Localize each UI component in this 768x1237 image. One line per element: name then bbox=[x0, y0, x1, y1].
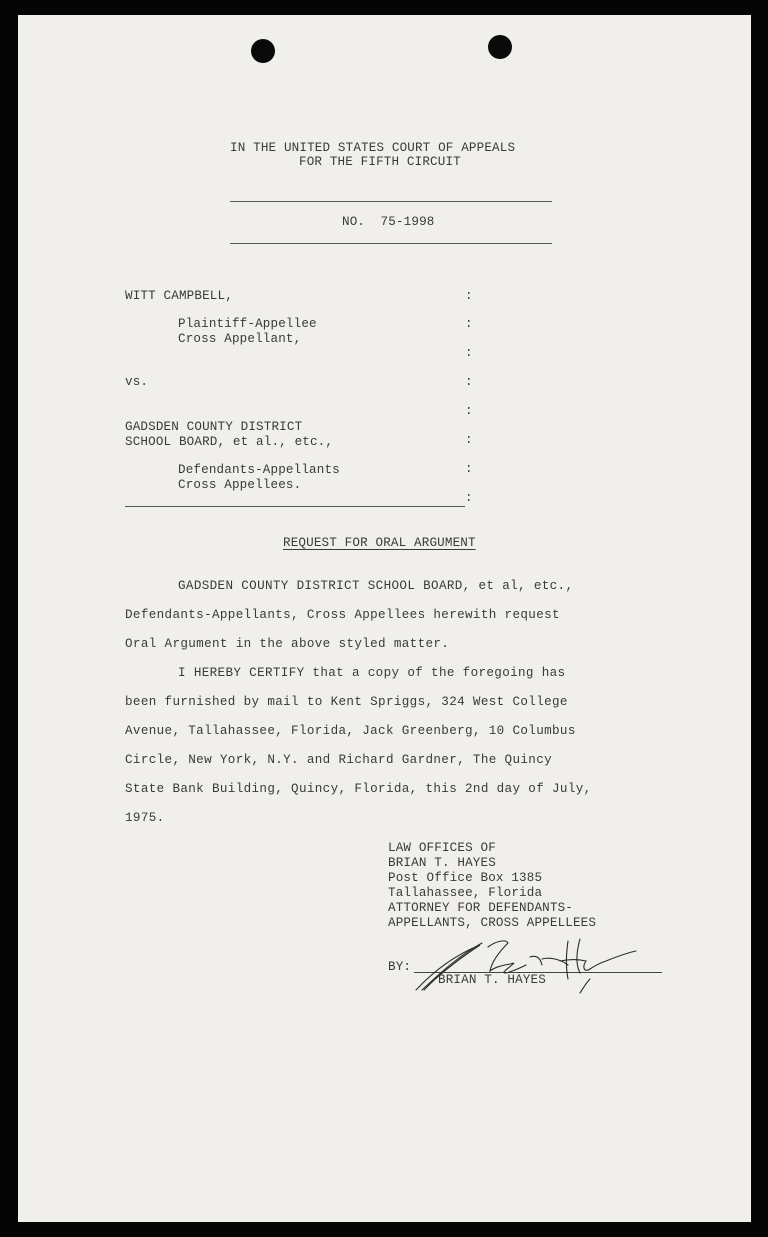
paragraph-1-line: GADSDEN COUNTY DISTRICT SCHOOL BOARD, et al, etc., bbox=[178, 579, 574, 593]
header-rule-top bbox=[230, 201, 552, 202]
versus: vs. bbox=[125, 375, 149, 389]
signature-block-line: Post Office Box 1385 bbox=[388, 871, 543, 885]
signature-block-line: BRIAN T. HAYES bbox=[388, 856, 496, 870]
caption-colon: : bbox=[465, 462, 473, 476]
paragraph-1-line: Defendants-Appellants, Cross Appellees herewith request bbox=[125, 608, 560, 622]
case-number: NO. 75-1998 bbox=[342, 215, 435, 229]
document-page bbox=[18, 15, 751, 1222]
certificate-line: Circle, New York, N.Y. and Richard Gardner, The Quincy bbox=[125, 753, 553, 767]
punch-hole-left bbox=[251, 39, 275, 63]
certificate-line: Avenue, Tallahassee, Florida, Jack Greenberg, 10 Columbus bbox=[125, 724, 576, 738]
by-label: BY: bbox=[388, 960, 412, 974]
signature-block-line: LAW OFFICES OF bbox=[388, 841, 496, 855]
court-name-line2: FOR THE FIFTH CIRCUIT bbox=[299, 155, 461, 169]
plaintiff-role-1: Plaintiff-Appellee bbox=[178, 317, 317, 331]
defendant-role-2: Cross Appellees. bbox=[178, 478, 302, 492]
paragraph-1-line: Oral Argument in the above styled matter. bbox=[125, 637, 450, 651]
signature-block-line: APPELLANTS, CROSS APPELLEES bbox=[388, 916, 597, 930]
caption-colon: : bbox=[465, 404, 473, 418]
caption-colon: : bbox=[465, 375, 473, 389]
caption-colon: : bbox=[465, 317, 473, 331]
certificate-line: 1975. bbox=[125, 811, 165, 825]
caption-colon: : bbox=[465, 433, 473, 447]
punch-hole-right bbox=[488, 35, 512, 59]
certificate-line: been furnished by mail to Kent Spriggs, 324 West College bbox=[125, 695, 568, 709]
plaintiff-role-2: Cross Appellant, bbox=[178, 332, 302, 346]
caption-colon: : bbox=[465, 289, 473, 303]
caption-rule bbox=[125, 506, 465, 507]
signature-block-line: ATTORNEY FOR DEFENDANTS- bbox=[388, 901, 573, 915]
plaintiff-name: WITT CAMPBELL, bbox=[125, 289, 233, 303]
certificate-line: State Bank Building, Quincy, Florida, this 2nd day of July, bbox=[125, 782, 592, 796]
defendant-name-1: GADSDEN COUNTY DISTRICT bbox=[125, 420, 303, 434]
caption-colon: : bbox=[465, 491, 473, 505]
defendant-name-2: SCHOOL BOARD, et al., etc., bbox=[125, 435, 334, 449]
signature-block-line: Tallahassee, Florida bbox=[388, 886, 543, 900]
defendant-role-1: Defendants-Appellants bbox=[178, 463, 340, 477]
caption-colon: : bbox=[465, 346, 473, 360]
court-name-line1: IN THE UNITED STATES COURT OF APPEALS bbox=[230, 141, 516, 155]
signer-name: BRIAN T. HAYES bbox=[438, 973, 546, 987]
header-rule-bottom bbox=[230, 243, 552, 244]
handwritten-signature bbox=[410, 935, 650, 995]
certificate-line: I HEREBY CERTIFY that a copy of the foregoing has bbox=[178, 666, 566, 680]
document-title: REQUEST FOR ORAL ARGUMENT bbox=[283, 536, 476, 550]
